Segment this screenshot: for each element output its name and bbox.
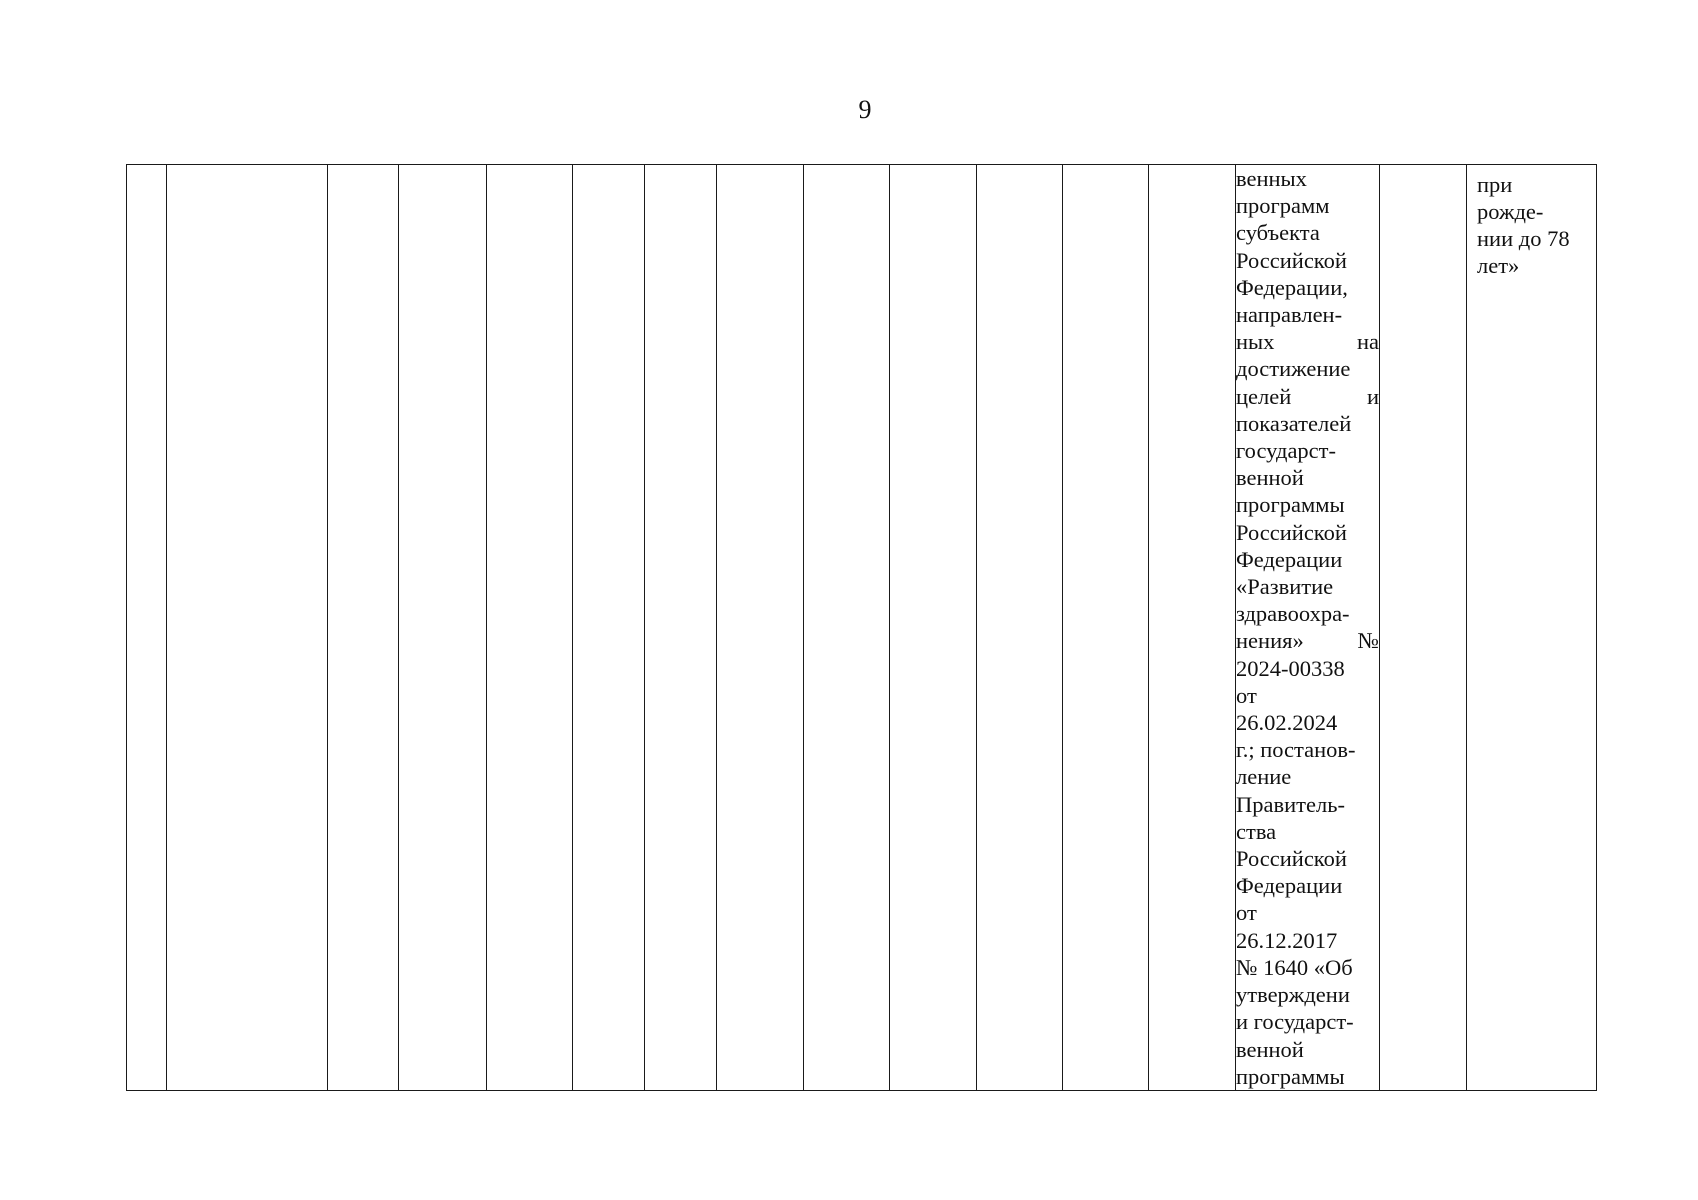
table-cell-col8 (717, 165, 804, 1091)
cell-text-line: направлен- (1236, 302, 1343, 328)
cell-text-line: нии до 78 (1477, 226, 1570, 251)
cell-text-line: Федерации (1236, 873, 1343, 899)
table-row (127, 165, 1597, 1091)
cell-text-line: показателей (1236, 410, 1352, 436)
cell-text-line: ства (1236, 818, 1277, 844)
cell-text-line: 2024-00338 (1236, 655, 1345, 681)
table-cell-col11 (977, 165, 1063, 1091)
cell-text-line: от (1236, 682, 1257, 708)
table-cell-col5 (487, 165, 573, 1091)
page-number: 9 (858, 95, 872, 124)
cell-text-line: лет» (1477, 253, 1520, 278)
cell-text-line: ных на (1236, 329, 1379, 355)
cell-text-line: рожде- (1477, 199, 1544, 224)
cell-text-line: утверждени (1236, 982, 1350, 1008)
table-cell-col1 (127, 165, 167, 1091)
table-cell-col7 (645, 165, 717, 1091)
document-table (126, 164, 1597, 1091)
cell-text-line: 26.02.2024 (1236, 710, 1338, 736)
cell-text-line: 26.12.2017 (1236, 927, 1338, 953)
cell-text-line: ление (1236, 764, 1292, 790)
cell-text-line: программ (1236, 193, 1330, 219)
cell-text-line: Правитель- (1236, 791, 1345, 817)
table-cell-col10 (890, 165, 977, 1091)
cell-text-line: достижение (1236, 356, 1351, 382)
cell-text-line: программы (1236, 492, 1345, 518)
cell-text-line: г.; постанов- (1236, 737, 1356, 763)
table-cell-col15 (1380, 165, 1467, 1091)
cell-text-line: субъекта (1236, 220, 1320, 246)
cell-text-line: государст- (1236, 438, 1336, 464)
cell-text-line: венных (1236, 166, 1307, 191)
table-cell-col3 (328, 165, 399, 1091)
cell-text-line: целей и (1236, 383, 1379, 409)
cell-text-line: «Развитие (1236, 574, 1334, 600)
table-cell-life-expectancy-text (1467, 165, 1597, 1091)
cell-text-line: здравоохра- (1236, 601, 1350, 627)
cell-text-line: венной (1236, 465, 1304, 491)
cell-text-line: Федерации, (1236, 274, 1348, 300)
cell-text-line: венной (1236, 1036, 1304, 1062)
table-cell-program-text (1236, 165, 1380, 1091)
cell-text-line: при (1477, 172, 1513, 197)
cell-text-line: Российской (1236, 519, 1347, 545)
table-cell-col6 (573, 165, 645, 1091)
cell-text-line: программы (1236, 1063, 1345, 1089)
cell-text-line: № 1640 «Об (1236, 954, 1353, 980)
cell-text-line: от (1236, 900, 1257, 926)
table-cell-col2 (167, 165, 328, 1091)
cell-text-line: нения» № (1236, 628, 1379, 654)
table-cell-col12 (1063, 165, 1149, 1091)
cell-text-line: и государст- (1236, 1009, 1354, 1035)
cell-text-line: Российской (1236, 247, 1347, 273)
cell-text-line: Федерации (1236, 546, 1343, 572)
table-cell-col9 (804, 165, 890, 1091)
cell-text-line: Российской (1236, 846, 1347, 872)
table-cell-col13 (1149, 165, 1236, 1091)
table-cell-col4 (399, 165, 487, 1091)
